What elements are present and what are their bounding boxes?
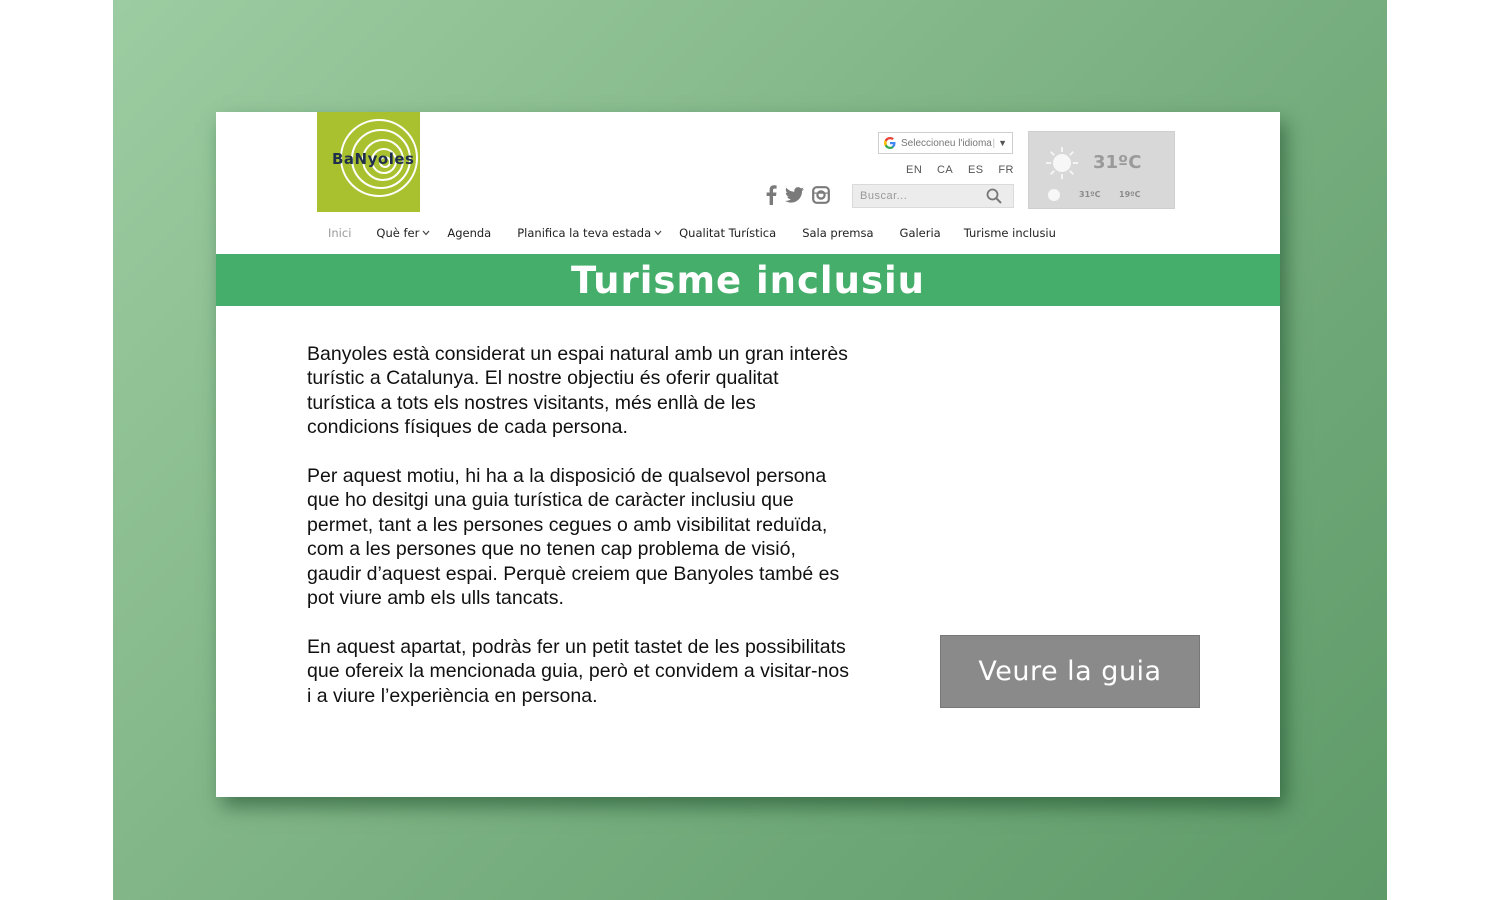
lang-link-ca[interactable]: CA xyxy=(936,164,954,176)
guide-paragraph: Per aquest motiu, hi ha a la disposició de qualsevol persona que ho desitgi una guia turística de caràcter inclusiu que permet, tant a les persones cegues o amb visibilitat reduïda, com a les persones que no tenen cap problema de visió, gaudir d’aquest espai. Perquè creiem que Banyoles també es pot viure amb els ulls tancats. xyxy=(307,465,840,610)
nav-item-label: Sala premsa xyxy=(802,226,874,240)
nav-item-qualitat[interactable] xyxy=(679,226,776,240)
nav-item-turisme-inclusiu[interactable] xyxy=(964,226,1056,240)
language-links xyxy=(906,164,1014,176)
search-icon[interactable] xyxy=(986,188,1002,204)
nav-item-label: Qualitat Turística xyxy=(679,226,777,240)
facebook-icon[interactable] xyxy=(766,185,777,205)
page-content xyxy=(307,342,852,732)
nav-item-label: Agenda xyxy=(447,226,492,240)
nav-item-que-fer[interactable] xyxy=(376,226,430,240)
nav-item-label: Planifica la teva estada xyxy=(517,226,652,240)
dropdown-arrow-icon: ▼ xyxy=(998,138,1007,148)
weather-widget xyxy=(1028,131,1175,209)
view-guide-button[interactable] xyxy=(940,635,1200,708)
language-selector-label: Seleccioneu l'idioma xyxy=(901,137,992,149)
nav-item-inici[interactable] xyxy=(328,226,351,240)
nav-item-agenda[interactable] xyxy=(447,226,491,240)
min-temperature: 19ºC xyxy=(1119,190,1141,199)
twitter-icon[interactable] xyxy=(785,187,804,203)
logo-text: BaNyoles xyxy=(332,150,415,168)
banyoles-logo[interactable] xyxy=(317,112,420,212)
lang-link-en[interactable]: EN xyxy=(906,164,923,176)
nav-item-label: Turisme inclusiu xyxy=(963,226,1056,240)
nav-item-galeria[interactable] xyxy=(900,226,941,240)
google-icon xyxy=(883,136,897,150)
sun-icon xyxy=(1045,146,1079,180)
nav-item-sala-premsa[interactable] xyxy=(802,226,873,240)
search-box xyxy=(852,184,1014,208)
nav-item-label: Què fer xyxy=(376,226,420,240)
intro-paragraph: Banyoles està considerat un espai natural amb un gran interès turístic a Catalunya. El nostre objectiu és oferir qualitat turística a tots els nostres visitants, més enllà de les condicions físiques de cada persona. xyxy=(307,343,848,439)
lang-link-es[interactable]: ES xyxy=(967,164,984,176)
main-navigation xyxy=(328,225,1056,241)
nav-item-label: Inici xyxy=(328,226,352,240)
nav-item-label: Galeria xyxy=(899,226,941,240)
search-input[interactable] xyxy=(853,190,986,202)
view-guide-button-label: Veure la guia xyxy=(978,656,1162,687)
invitation-paragraph: En aquest apartat, podràs fer un petit tastet de les possibilitats que ofereix la mencionada guia, però et convidem a visitar-nos i a viure l’experiència en persona. xyxy=(307,635,849,707)
chevron-down-icon xyxy=(654,230,662,236)
current-temperature: 31ºC xyxy=(1093,152,1142,173)
chevron-down-icon xyxy=(422,230,430,236)
page-title-banner xyxy=(216,254,1280,306)
language-selector-separator: | xyxy=(992,137,996,149)
lang-link-fr[interactable]: FR xyxy=(998,164,1014,176)
social-links xyxy=(766,185,830,205)
forecast-sun-icon xyxy=(1046,187,1062,203)
instagram-icon[interactable] xyxy=(812,186,830,204)
max-temperature: 31ºC xyxy=(1079,190,1101,199)
website-mockup xyxy=(216,112,1280,797)
nav-item-planifica[interactable] xyxy=(517,226,662,240)
language-selector[interactable] xyxy=(878,132,1013,154)
page-title: Turisme inclusiu xyxy=(570,258,926,302)
